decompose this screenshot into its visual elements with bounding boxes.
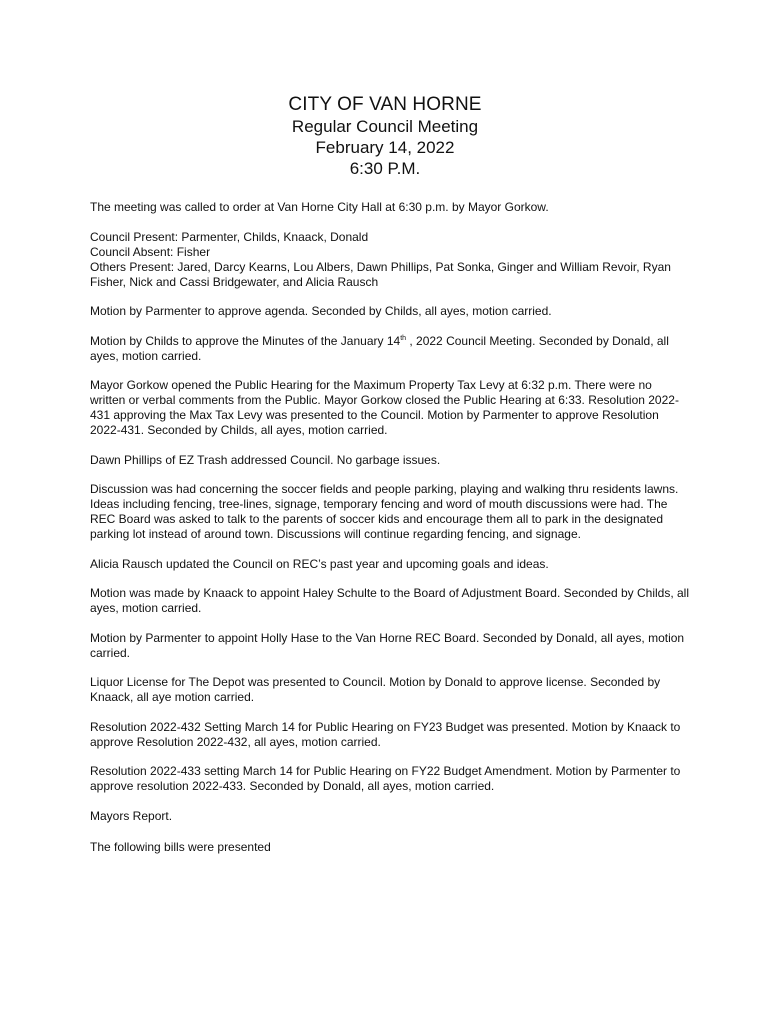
liquor-license-paragraph: Liquor License for The Depot was presented to Council. Motion by Donald to approve license. Seconded by Knaack, all aye motion carried. bbox=[90, 675, 661, 704]
resolution-433-paragraph: Resolution 2022-433 setting March 14 for Public Hearing on FY22 Budget Amendment. Motion by Parmenter to approve resolution 2022-433. Seconded by Donald, all ayes, motion carried. bbox=[90, 764, 681, 793]
minutes-motion-text-end: , 2022 Council Meeting. Seconded by Donald, all ayes, motion carried. bbox=[90, 333, 669, 363]
rec-update-paragraph: Alicia Rausch updated the Council on REC’s past year and upcoming goals and ideas. bbox=[90, 556, 549, 571]
minutes-body bbox=[90, 200, 690, 869]
minutes-motion-text-start: Motion by Childs to approve the Minutes of the January 14 bbox=[90, 333, 401, 348]
ordinal-suffix: th bbox=[400, 334, 407, 342]
call-to-order-paragraph: The meeting was called to order at Van Horne City Hall at 6:30 p.m. by Mayor Gorkow. bbox=[90, 200, 549, 214]
others-present-line: Others Present: Jared, Darcy Kearns, Lou Albers, Dawn Phillips, Pat Sonka, Ginger and William Revoir, Ryan Fisher, Nick and Cassi Bridgewater, and Alicia Rausch bbox=[90, 259, 671, 289]
minutes-approval-paragraph bbox=[90, 334, 690, 364]
agenda-motion-paragraph: Motion by Parmenter to approve agenda. Seconded by Childs, all ayes, motion carried. bbox=[90, 304, 552, 318]
meeting-type: Regular Council Meeting bbox=[291, 117, 479, 136]
resolution-432-paragraph: Resolution 2022-432 Setting March 14 for Public Hearing on FY23 Budget was presented. Motion by Knaack to approve Resolution 2022-432, all ayes, motion carried. bbox=[90, 719, 681, 749]
rec-board-paragraph: Motion by Parmenter to appoint Holly Hase to the Van Horne REC Board. Seconded by Donald, all ayes, motion carried. bbox=[90, 630, 685, 660]
adjustment-board-paragraph: Motion was made by Knaack to appoint Haley Schulte to the Board of Adjustment Board. Seconded by Childs, all ayes, motion carried. bbox=[90, 586, 690, 615]
bills-paragraph: The following bills were presented bbox=[90, 839, 271, 854]
meeting-date: February 14, 2022 bbox=[315, 138, 455, 157]
attendance-paragraph bbox=[90, 230, 690, 290]
public-hearing-paragraph: Mayor Gorkow opened the Public Hearing for the Maximum Property Tax Levy at 6:32 p.m. There were no written or verbal comments from the Public. Mayor Gorkow closed the Public Hearing at 6:33. Resolution 2022-431 approving the Max Tax Levy was presented to the Council. Motion by Parmenter to approve Resolution 2022-431. Seconded by Childs, all ayes, motion carried. bbox=[90, 378, 679, 437]
meeting-time: 6:30 P.M. bbox=[349, 159, 421, 178]
city-title: CITY OF VAN HORNE bbox=[288, 94, 482, 115]
soccer-discussion-paragraph: Discussion was had concerning the soccer fields and people parking, playing and walking thru residents lawns. Ideas including fencing, tree-lines, signage, temporary fencing and word of mouth discussions were had. The REC Board was asked to talk to the parents of soccer kids and encourage them all to park in the designated parking lot instead of around town. Discussions will continue regarding fencing, and signage. bbox=[90, 482, 679, 541]
document-header bbox=[0, 94, 770, 179]
mayors-report-paragraph: Mayors Report. bbox=[90, 808, 173, 823]
council-present-line: Council Present: Parmenter, Childs, Knaack, Donald bbox=[90, 229, 369, 244]
ez-trash-paragraph: Dawn Phillips of EZ Trash addressed Council. No garbage issues. bbox=[90, 452, 441, 467]
council-absent-line: Council Absent: Fisher bbox=[90, 244, 211, 259]
